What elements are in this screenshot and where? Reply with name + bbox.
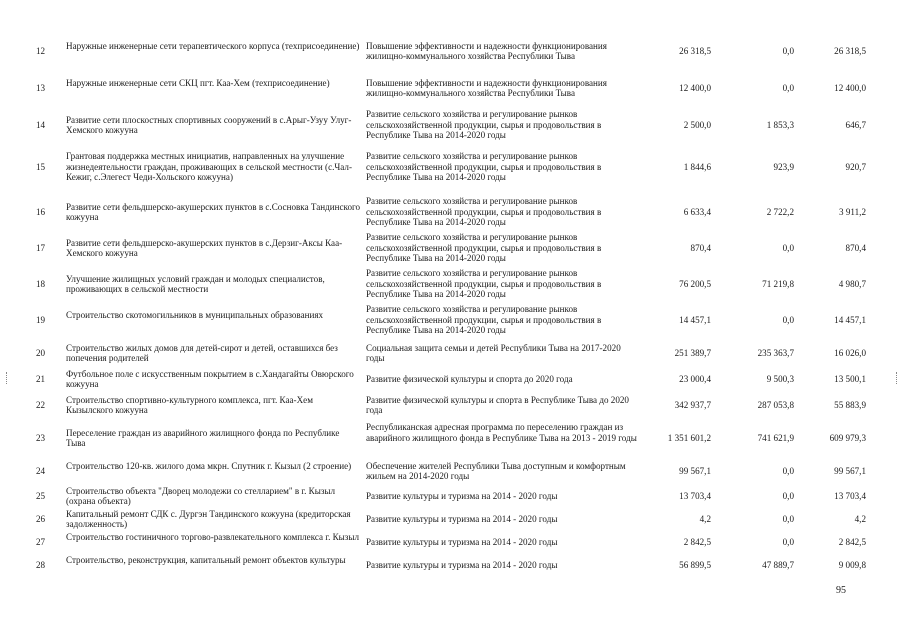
table-row xyxy=(0,71,905,105)
amount-total: 2 500,0 xyxy=(683,119,711,130)
program-name: Развитие сельского хозяйства и регулирование рынков сельскохозяйственной продукции, сырья и продовольствия в Республике Тыва на 2014-2020 годы xyxy=(366,109,602,141)
amount-regional: 870,4 xyxy=(845,242,866,253)
amount-regional: 609 979,3 xyxy=(829,432,866,443)
program-name: Развитие сельского хозяйства и регулирование рынков сельскохозяйственной продукции, сырья и продовольствия в Республике Тыва на 2014-2020 годы xyxy=(366,151,602,183)
page-number: 95 xyxy=(836,585,846,596)
amount-regional: 920,7 xyxy=(845,161,866,172)
object-name: Строительство жилых домов для детей-сирот и детей, оставшихся без попечения родителей xyxy=(66,342,338,363)
program-name: Развитие культуры и туризма на 2014 - 2020 годы xyxy=(366,536,558,547)
table-row xyxy=(0,267,905,301)
table-row xyxy=(0,303,905,337)
table-row xyxy=(0,195,905,229)
amount-regional: 2 842,5 xyxy=(838,536,866,547)
row-number: 13 xyxy=(36,82,46,93)
amount-federal: 0,0 xyxy=(782,536,794,547)
amount-regional: 16 026,0 xyxy=(834,347,866,358)
amount-regional: 3 911,2 xyxy=(839,206,866,217)
program-name: Развитие культуры и туризма на 2014 - 2020 годы xyxy=(366,490,558,501)
row-number: 24 xyxy=(36,465,46,476)
row-number: 23 xyxy=(36,432,46,443)
amount-total: 14 457,1 xyxy=(679,314,711,325)
amount-total: 4,2 xyxy=(699,513,711,524)
amount-total: 1 844,6 xyxy=(683,161,711,172)
row-number: 20 xyxy=(36,347,46,358)
amount-federal: 0,0 xyxy=(782,82,794,93)
amount-total: 12 400,0 xyxy=(679,82,711,93)
object-name: Улучшение жилищных условий граждан и молодых специалистов, проживающих в сельской местности xyxy=(66,273,325,294)
program-name: Развитие сельского хозяйства и регулирование рынков сельскохозяйственной продукции, сырья и продовольствия в Республике Тыва на 2014-2020 годы xyxy=(366,232,602,264)
program-name: Развитие сельского хозяйства и регулирование рынков сельскохозяйственной продукции, сырья и продовольствия в Республике Тыва на 2014-2020 годы xyxy=(366,304,602,336)
row-number: 19 xyxy=(36,314,46,325)
program-name: Развитие культуры и туризма на 2014 - 2020 годы xyxy=(366,513,558,524)
amount-regional: 55 883,9 xyxy=(834,399,866,410)
table-row xyxy=(0,484,905,508)
row-number: 26 xyxy=(36,513,46,524)
program-name: Повышение эффективности и надежности функционирования жилищно-коммунального хозяйства Республики Тыва xyxy=(366,40,607,61)
table-row xyxy=(0,421,905,455)
row-number: 17 xyxy=(36,242,46,253)
amount-federal: 235 363,7 xyxy=(757,347,794,358)
object-name: Наружные инженерные сети терапевтического корпуса (техприсоединение) xyxy=(66,40,360,51)
program-name: Развитие культуры и туризма на 2014 - 2020 годы xyxy=(366,559,558,570)
table-row xyxy=(0,34,905,68)
object-name: Строительство гостиничного торгово-развлекательного комплекса г. Кызыл xyxy=(66,531,360,542)
object-name: Строительство объекта "Дворец молодежи со стелларием" в г. Кызыл (охрана объекта) xyxy=(66,485,336,506)
object-name: Развитие сети фельдшерско-акушерских пунктов в с.Сосновка Тандинского кожууна xyxy=(66,201,361,222)
amount-federal: 741 621,9 xyxy=(757,432,794,443)
object-name: Строительство, реконструкция, капитальный ремонт объектов культуры xyxy=(66,554,346,565)
table-row xyxy=(0,531,905,553)
program-name: Республиканская адресная программа по переселению граждан из аварийного жилищного фонда в Республике Тыва на 2013 - 2019 годы xyxy=(366,422,637,443)
table-row xyxy=(0,507,905,531)
amount-regional: 646,7 xyxy=(845,119,866,130)
amount-total: 251 389,7 xyxy=(674,347,711,358)
amount-federal: 0,0 xyxy=(782,314,794,325)
program-name: Развитие сельского хозяйства и регулирование рынков сельскохозяйственной продукции, сырья и продовольствия в Республике Тыва на 2014-2020 годы xyxy=(366,268,602,300)
row-number: 14 xyxy=(36,119,46,130)
amount-regional: 4 980,7 xyxy=(838,278,866,289)
table-row xyxy=(0,553,905,577)
object-name: Строительство 120-кв. жилого дома мкрн. Спутник г. Кызыл (2 строение) xyxy=(66,460,352,471)
object-name: Развитие сети плоскостных спортивных сооружений в с.Арыг-Узуу Улуг-Хемского кожууна xyxy=(66,114,352,135)
row-number: 15 xyxy=(36,161,46,172)
amount-federal: 0,0 xyxy=(782,513,794,524)
amount-regional: 9 009,8 xyxy=(838,559,866,570)
amount-federal: 9 500,3 xyxy=(766,373,794,384)
amount-federal: 1 853,3 xyxy=(766,119,794,130)
row-number: 27 xyxy=(36,536,46,547)
table-row xyxy=(0,143,905,191)
amount-regional: 13 500,1 xyxy=(834,373,866,384)
table-row xyxy=(0,108,905,142)
object-name: Грантовая поддержка местных инициатив, направленных на улучшение жизнедеятельности граждан, проживающих в сельской местности (с.Чал-Кежиг, с.Элегест Чеди-Хольского кожууна) xyxy=(66,151,352,183)
row-number: 18 xyxy=(36,278,46,289)
program-name: Повышение эффективности и надежности функционирования жилищно-коммунального хозяйства Республики Тыва xyxy=(366,77,607,98)
amount-total: 23 000,4 xyxy=(679,373,711,384)
amount-total: 99 567,1 xyxy=(679,465,711,476)
amount-total: 13 703,4 xyxy=(679,490,711,501)
row-number: 22 xyxy=(36,399,46,410)
program-name: Развитие физической культуры и спорта до 2020 года xyxy=(366,373,573,384)
object-name: Капитальный ремонт СДК с. Дургэн Тандинского кожууна (кредиторская задолженность) xyxy=(66,508,351,529)
object-name: Наружные инженерные сети СКЦ пгт. Каа-Хем (техприсоединение) xyxy=(66,77,330,88)
amount-regional: 99 567,1 xyxy=(834,465,866,476)
row-number: 12 xyxy=(36,45,46,56)
amount-federal: 287 053,8 xyxy=(757,399,794,410)
program-name: Развитие физической культуры и спорта в Республике Тыва до 2020 года xyxy=(366,394,629,415)
amount-total: 1 351 601,2 xyxy=(667,432,711,443)
row-number: 21 xyxy=(36,373,46,384)
row-number: 16 xyxy=(36,206,46,217)
table-row xyxy=(0,459,905,483)
amount-federal: 0,0 xyxy=(782,465,794,476)
amount-federal: 2 722,2 xyxy=(766,206,794,217)
amount-total: 56 899,5 xyxy=(679,559,711,570)
object-name: Футбольное поле с искусственным покрытием в с.Хандагайты Овюрского кожууна xyxy=(66,368,354,389)
right-edge-mark xyxy=(896,372,899,384)
amount-regional: 4,2 xyxy=(854,513,866,524)
object-name: Переселение граждан из аварийного жилищного фонда по Республике Тыва xyxy=(66,427,340,448)
amount-total: 870,4 xyxy=(690,242,711,253)
program-name: Социальная защита семьи и детей Республики Тыва на 2017-2020 годы xyxy=(366,342,621,363)
object-name: Строительство скотомогильников в муниципальных образованиях xyxy=(66,309,324,320)
amount-federal: 923,9 xyxy=(773,161,794,172)
amount-total: 2 842,5 xyxy=(683,536,711,547)
program-name: Развитие сельского хозяйства и регулирование рынков сельскохозяйственной продукции, сырья и продовольствия в Республике Тыва на 2014-2020 годы xyxy=(366,196,602,228)
table-row xyxy=(0,341,905,365)
row-number: 25 xyxy=(36,490,46,501)
amount-total: 26 318,5 xyxy=(679,45,711,56)
object-name: Развитие сети фельдшерско-акушерских пунктов в с.Дерзиг-Аксы Каа-Хемского кожууна xyxy=(66,237,343,258)
amount-total: 342 937,7 xyxy=(674,399,711,410)
left-edge-mark xyxy=(6,372,9,384)
amount-total: 6 633,4 xyxy=(683,206,711,217)
program-name: Обеспечение жителей Республики Тыва доступным и комфортным жильем на 2014-2020 годы xyxy=(366,460,626,481)
table-row xyxy=(0,393,905,417)
amount-federal: 0,0 xyxy=(782,242,794,253)
object-name: Строительство спортивно-культурного комплекса, пгт. Каа-Хем Кызылского кожууна xyxy=(66,394,313,415)
row-number: 28 xyxy=(36,559,46,570)
amount-federal: 71 219,8 xyxy=(762,278,794,289)
amount-regional: 26 318,5 xyxy=(834,45,866,56)
amount-federal: 0,0 xyxy=(782,45,794,56)
amount-federal: 47 889,7 xyxy=(762,559,794,570)
amount-regional: 14 457,1 xyxy=(834,314,866,325)
amount-regional: 12 400,0 xyxy=(834,82,866,93)
table-row xyxy=(0,367,905,391)
table-row xyxy=(0,231,905,265)
amount-federal: 0,0 xyxy=(782,490,794,501)
amount-regional: 13 703,4 xyxy=(834,490,866,501)
amount-total: 76 200,5 xyxy=(679,278,711,289)
